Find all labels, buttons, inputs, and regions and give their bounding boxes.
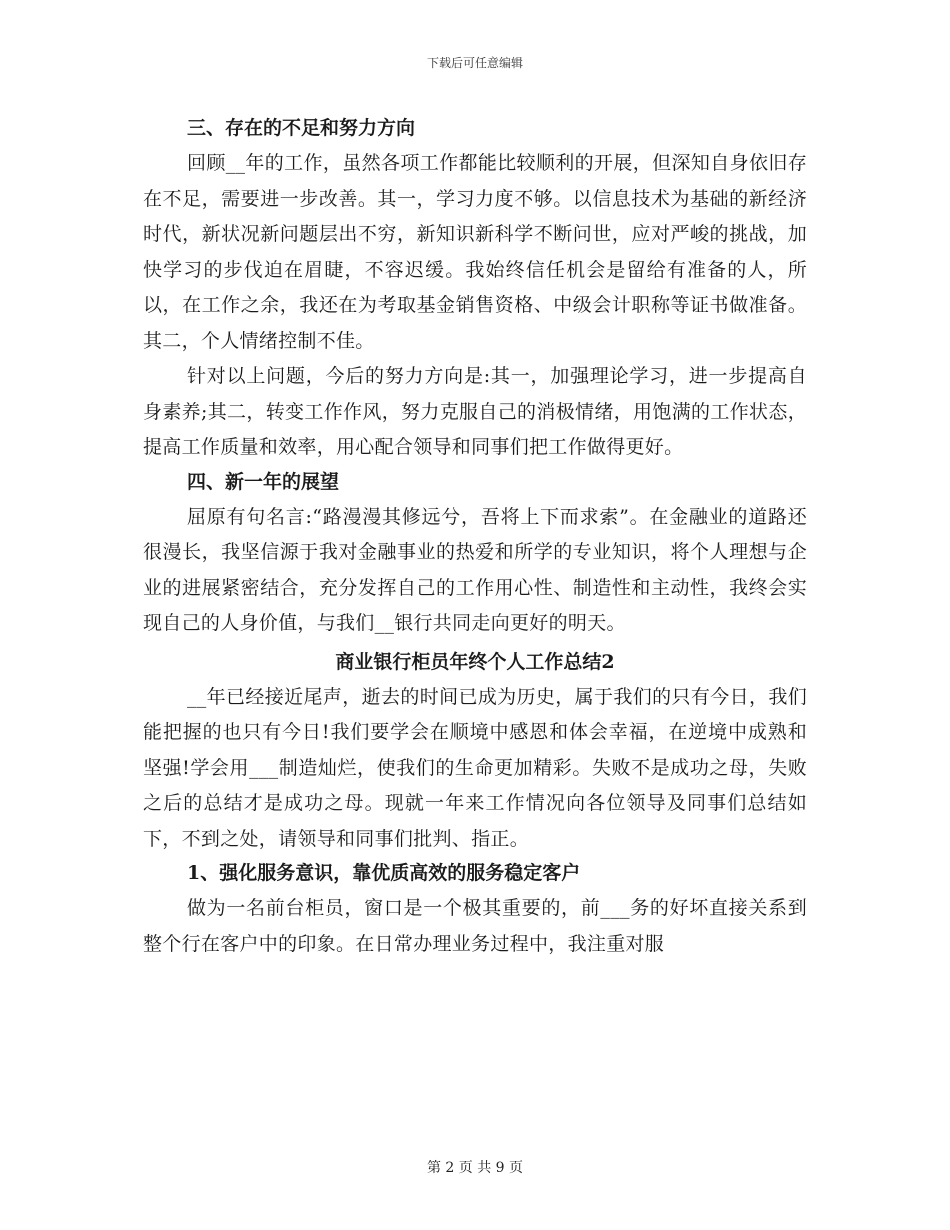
paragraph-direction: 针对以上问题，今后的努力方向是:其一，加强理论学习，进一步提高自身素养;其二，转变工作作风，努力克服自己的消极情绪，用饱满的工作状态，提高工作质量和效率，用心配合领导和同事们把工作做得更好。: [143, 365, 807, 458]
header-note: 下载后可任意编辑: [426, 56, 523, 70]
paragraph-outlook: 屈原有句名言:“路漫漫其修远兮，吾将上下而求索”。在金融业的道路还很漫长，我坚信源于我对金融事业的热爱和所学的专业知识，将个人理想与企业的进展紧密结合，充分发挥自己的工作用心性、制造性和主动性，我终会实现自己的人身价值，与我们__银行共同走向更好的明天。: [143, 505, 807, 634]
section-title: 商业银行柜员年终个人工作总结2: [335, 650, 615, 673]
paragraph-review: 回顾__年的工作，虽然各项工作都能比较顺利的开展，但深知自身依旧存在不足，需要进一步改善。其一，学习力度不够。以信息技术为基础的新经济时代，新状况新问题层出不穷，新知识新科学不断问世，应对严峻的挑战，加快学习的步伐迫在眉睫，不容迟缓。我始终信任机会是留给有准备的人，所以，在工作之余，我还在为考取基金销售资格、中级会计职称等证书做准备。其二，个人情绪控制不佳。: [143, 152, 807, 352]
heading-shortcomings: 三、存在的不足和努力方向: [187, 117, 416, 139]
paragraph-intro: __年已经接近尾声，逝去的时间已成为历史，属于我们的只有今日，我们能把握的也只有今日!我们要学会在顺境中感恩和体会幸福，在逆境中成熟和坚强!学会用___制造灿烂，使我们的生命更加精彩。失败不是成功之母，失败之后的总结才是成功之母。现就一年来工作情况向各位领导及同事们总结如下，不到之处，请领导和同事们批判、指正。: [143, 685, 807, 850]
page-number: 第 2 页 共 9 页: [426, 1160, 524, 1176]
heading-service: 1、强化服务意识，靠优质高效的服务稳定客户: [187, 862, 581, 884]
heading-outlook: 四、新一年的展望: [187, 470, 340, 493]
paragraph-service: 做为一名前台柜员，窗口是一个极其重要的，前___务的好坏直接关系到整个行在客户中的印象。在日常办理业务过程中，我注重对服: [143, 897, 807, 955]
document-body: [143, 112, 807, 962]
